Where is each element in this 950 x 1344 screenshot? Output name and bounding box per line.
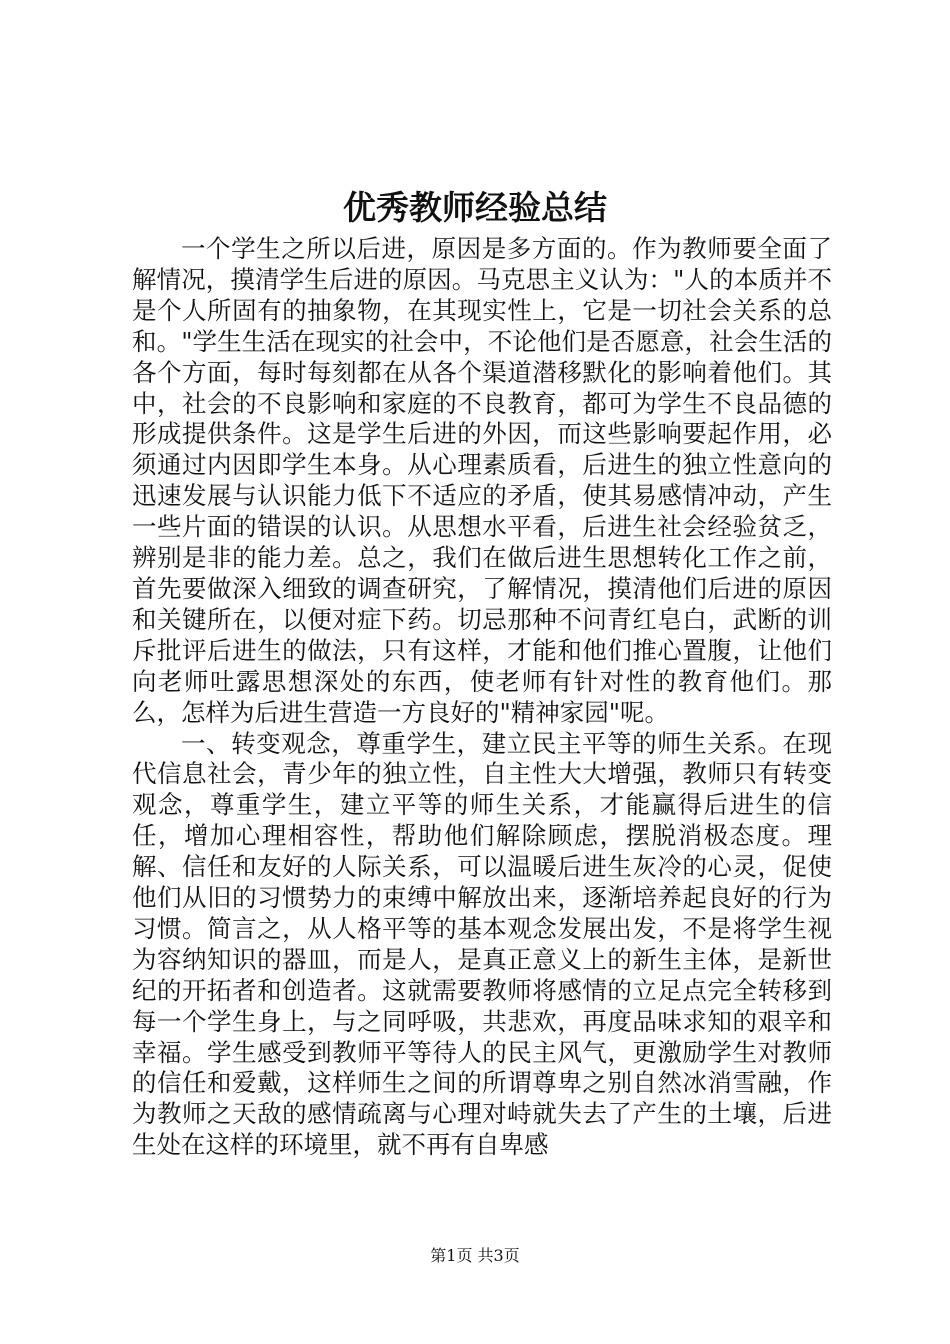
page-number-footer: 第1页 共3页 — [430, 1246, 520, 1265]
document-body — [132, 234, 832, 1161]
paragraph-intro: 一个学生之所以后进，原因是多方面的。作为教师要全面了解情况，摸清学生后进的原因。马克思主义认为："人的本质并不是个人所固有的抽象物，在其现实性上，它是一切社会关系的总和。"学生生活在现实的社会中，不论他们是否愿意，社会生活的各个方面，每时每刻都在从各个渠道潜移默化的影响着他们。其中，社会的不良影响和家庭的不良教育，都可为学生不良品德的形成提供条件。这是学生后进的外因，而这些影响要起作用，必须通过内因即学生本身。从心理素质看，后进生的独立性意向的迅速发展与认识能力低下不适应的矛盾，使其易感情冲动，产生一些片面的错误的认识。从思想水平看，后进生社会经验贫乏，辨别是非的能力差。总之，我们在做后进生思想转化工作之前，首先要做深入细致的调查研究，了解情况，摸清他们后进的原因和关键所在，以便对症下药。切忌那种不问青红皂白，武断的训斥批评后进生的做法，只有这样，才能和他们推心置腹，让他们向老师吐露思想深处的东西，使老师有针对性的教育他们。那么，怎样为后进生营造一方良好的"精神家园"呢。 — [132, 234, 832, 727]
paragraph-section-one: 一、转变观念，尊重学生，建立民主平等的师生关系。在现代信息社会，青少年的独立性，自主性大大增强，教师只有转变观念，尊重学生，建立平等的师生关系，才能赢得后进生的信任，增加心理相容性，帮助他们解除顾虑，摆脱消极态度。理解、信任和友好的人际关系，可以温暖后进生灰冷的心灵，促使他们从旧的习惯势力的束缚中解放出来，逐渐培养起良好的行为习惯。简言之，从人格平等的基本观念发展出发，不是将学生视为容纳知识的器皿，而是人，是真正意义上的新生主体，是新世纪的开拓者和创造者。这就需要教师将感情的立足点完全转移到每一个学生身上，与之同呼吸，共悲欢，再度品味求知的艰辛和幸福。学生感受到教师平等待人的民主风气，更激励学生对教师的信任和爱戴，这样师生之间的所谓尊卑之别自然冰消雪融，作为教师之天敌的感情疏离与心理对峙就失去了产生的土壤，后进生处在这样的环境里，就不再有自卑感 — [132, 728, 832, 1160]
document-title: 优秀教师经验总结 — [343, 188, 607, 227]
